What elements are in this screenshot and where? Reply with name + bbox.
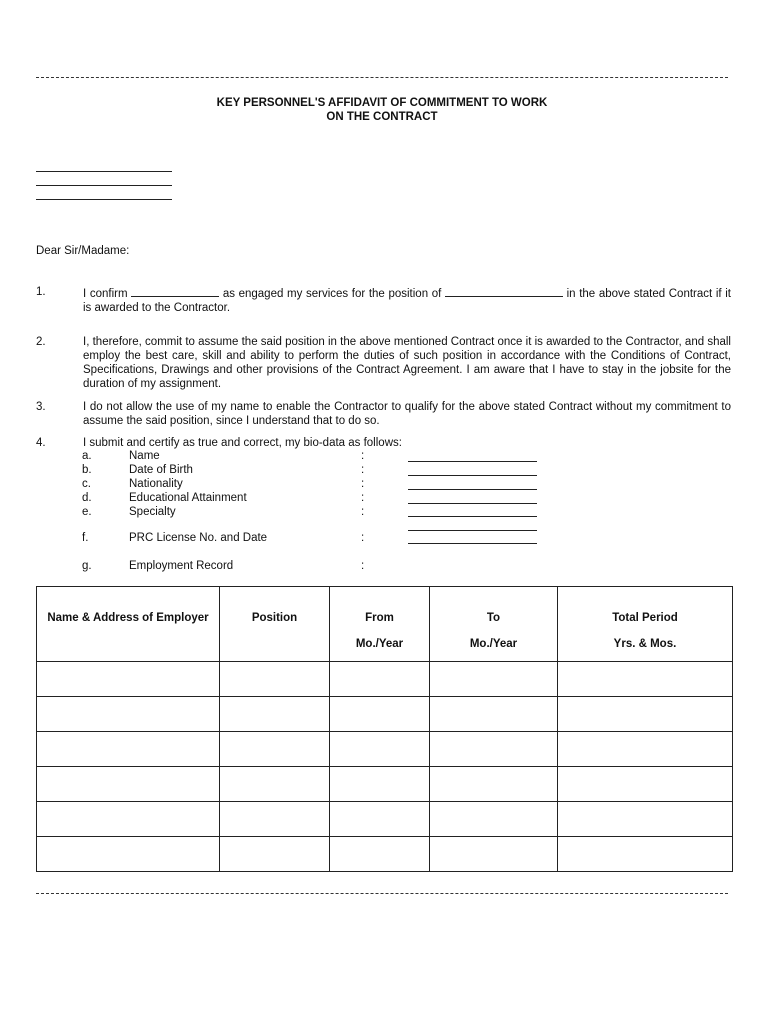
table-cell[interactable] — [220, 732, 330, 767]
prc-license-field[interactable] — [408, 543, 537, 544]
addressee-blank-lines — [36, 158, 172, 200]
biodata-label: Name — [129, 450, 160, 462]
biodata-label: Educational Attainment — [129, 492, 247, 504]
title-line-1: KEY PERSONNEL'S AFFIDAVIT OF COMMITMENT TO WORK — [216, 97, 548, 109]
document-title — [36, 96, 728, 124]
item-1-text — [83, 285, 731, 315]
item-4 — [36, 436, 731, 450]
table-cell[interactable] — [330, 802, 430, 837]
item-3-text: I do not allow the use of my name to enable the Contractor to qualify for the above stated Contract without my commitment to assume the said position, since I understand that to do so. — [83, 401, 731, 427]
header-position-label: Position — [251, 612, 298, 624]
specialty-field-extra[interactable] — [408, 530, 537, 531]
bottom-dashed-rule — [36, 893, 728, 894]
employment-record-table — [36, 586, 733, 872]
table-cell[interactable] — [430, 662, 558, 697]
biodata-label: Nationality — [129, 478, 183, 490]
item-4-text: I submit and certify as true and correct, my bio-data as follows: — [83, 437, 402, 449]
table-row — [37, 697, 733, 732]
table-cell[interactable] — [220, 837, 330, 872]
biodata-letter: f. — [82, 532, 89, 544]
addressee-line-3[interactable] — [36, 186, 172, 200]
item-2-number: 2. — [36, 336, 46, 348]
item-3-number: 3. — [36, 401, 46, 413]
biodata-letter: b. — [82, 464, 92, 476]
header-total-period-label: Total Period — [612, 612, 678, 624]
table-cell[interactable] — [37, 662, 220, 697]
header-to — [430, 587, 558, 662]
table-cell[interactable] — [430, 697, 558, 732]
header-total-period — [558, 587, 733, 662]
biodata-letter: e. — [82, 506, 92, 518]
biodata-letter: d. — [82, 492, 92, 504]
item-1-text-c: in the above stated Contract if it is awarded to the Contractor. — [83, 288, 731, 314]
biodata-label: Date of Birth — [129, 464, 193, 476]
table-cell[interactable] — [220, 767, 330, 802]
table-cell[interactable] — [220, 662, 330, 697]
table-cell[interactable] — [558, 732, 733, 767]
item-1-number: 1. — [36, 286, 46, 298]
table-row — [37, 802, 733, 837]
header-from-sublabel: Mo./Year — [355, 638, 404, 650]
table-row — [37, 837, 733, 872]
header-to-label: To — [486, 612, 501, 624]
header-to-sublabel: Mo./Year — [469, 638, 518, 650]
table-cell[interactable] — [37, 837, 220, 872]
table-cell[interactable] — [330, 837, 430, 872]
table-cell[interactable] — [558, 837, 733, 872]
biodata-colon: : — [361, 478, 365, 490]
biodata-letter: a. — [82, 450, 92, 462]
biodata-label: Specialty — [129, 506, 176, 518]
biodata-colon: : — [361, 464, 365, 476]
table-cell[interactable] — [558, 767, 733, 802]
table-cell[interactable] — [37, 697, 220, 732]
salutation: Dear Sir/Madame: — [36, 245, 130, 257]
table-cell[interactable] — [330, 767, 430, 802]
table-cell[interactable] — [220, 697, 330, 732]
addressee-line-2[interactable] — [36, 172, 172, 186]
header-position — [220, 587, 330, 662]
nationality-field[interactable] — [408, 489, 537, 490]
birth-date-field[interactable] — [408, 475, 537, 476]
table-row — [37, 767, 733, 802]
addressee-line-1[interactable] — [36, 158, 172, 172]
table-cell[interactable] — [37, 732, 220, 767]
item-1-text-a: I confirm — [83, 288, 128, 300]
biodata-colon: : — [361, 450, 365, 462]
table-cell[interactable] — [558, 697, 733, 732]
table-row — [37, 662, 733, 697]
biodata-label: PRC License No. and Date — [129, 532, 268, 544]
item-1 — [36, 285, 731, 315]
title-line-2: ON THE CONTRACT — [326, 111, 438, 123]
biodata-colon: : — [361, 492, 365, 504]
table-cell[interactable] — [330, 697, 430, 732]
name-field[interactable] — [408, 461, 537, 462]
biodata-colon: : — [361, 506, 365, 518]
item-4-number: 4. — [36, 437, 46, 449]
item-1-text-b: as engaged my services for the position of — [222, 288, 442, 300]
specialty-field[interactable] — [408, 516, 537, 517]
header-from-label: From — [365, 612, 394, 624]
biodata-letter: c. — [82, 478, 91, 490]
item-2-text: I, therefore, commit to assume the said position in the above mentioned Contract once it is awarded to the Contractor, and shall employ the best care, skill and ability to perform the duties of such position in accordance with the Conditions of Contract, Specifications, Drawings and other provisions of the Contract Agreement. I am aware that I have to stay in the jobsite for the duration of my assignment. — [83, 336, 731, 390]
table-cell[interactable] — [37, 802, 220, 837]
table-cell[interactable] — [220, 802, 330, 837]
contractor-name-blank[interactable] — [131, 285, 219, 297]
position-blank[interactable] — [445, 285, 563, 297]
table-cell[interactable] — [430, 767, 558, 802]
table-cell[interactable] — [558, 662, 733, 697]
table-cell[interactable] — [330, 662, 430, 697]
biodata-colon: : — [361, 560, 365, 572]
top-dashed-rule — [36, 77, 728, 78]
table-cell[interactable] — [430, 837, 558, 872]
table-cell[interactable] — [37, 767, 220, 802]
biodata-letter: g. — [82, 560, 92, 572]
table-cell[interactable] — [558, 802, 733, 837]
item-3 — [36, 400, 731, 428]
header-employer-label: Name & Address of Employer — [47, 612, 209, 624]
item-2 — [36, 335, 731, 391]
table-body — [37, 662, 733, 872]
header-total-period-sublabel: Yrs. & Mos. — [613, 638, 677, 650]
table-cell[interactable] — [430, 732, 558, 767]
biodata-colon: : — [361, 532, 365, 544]
table-cell[interactable] — [330, 732, 430, 767]
biodata-label: Employment Record — [129, 560, 234, 572]
table-header-row — [37, 587, 733, 662]
education-field[interactable] — [408, 503, 537, 504]
table-row — [37, 732, 733, 767]
header-from — [330, 587, 430, 662]
table-cell[interactable] — [430, 802, 558, 837]
header-employer — [37, 587, 220, 662]
